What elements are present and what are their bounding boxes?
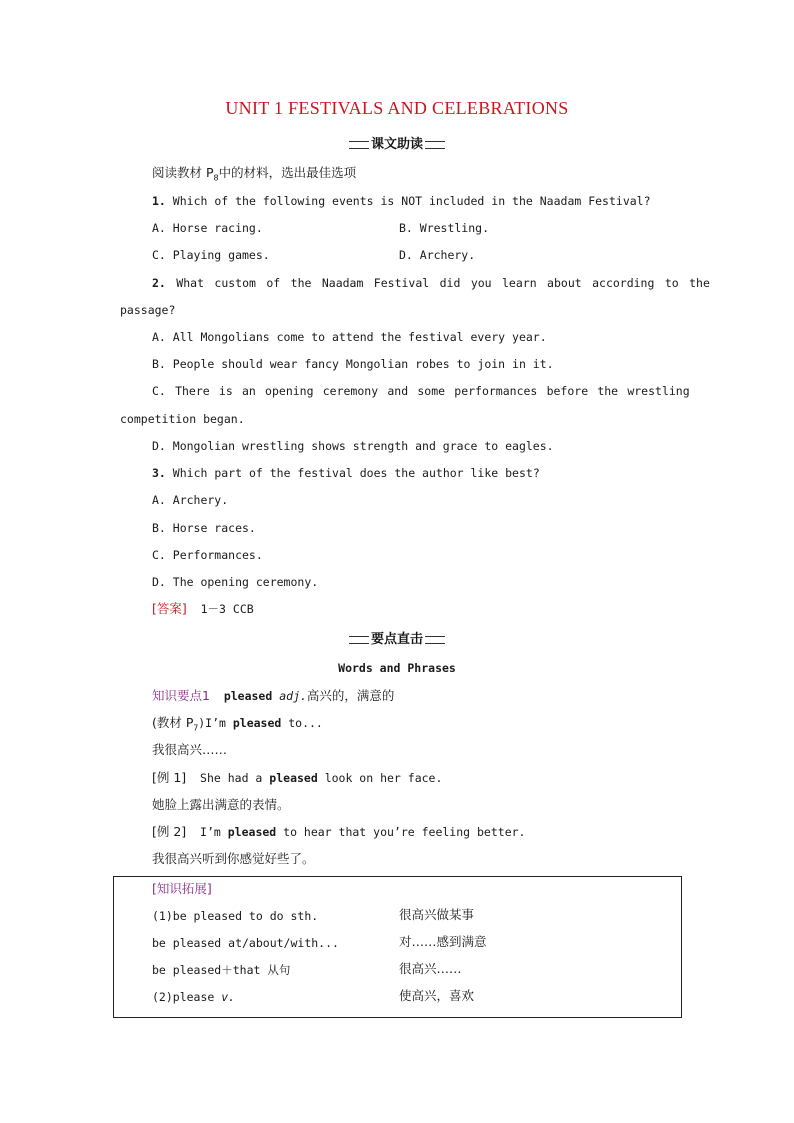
question-1: 1. Which of the following events is NOT included in the Naadam Festival? [152,194,651,208]
section-heading-label: 要点直击 [349,631,445,649]
example-2: [例 2] I’m pleased to hear that you’re feeling better. [152,824,526,839]
expansion-row-1-cn: 很高兴做某事 [399,907,475,922]
q2-option-c: C. There is an opening ceremony and some performances before the wrestling [152,384,690,398]
q2-option-d: D. Mongolian wrestling shows strength and grace to eagles. [152,439,554,453]
expansion-row-3-cn: 很高兴…… [399,961,462,976]
expansion-row-2-en: be pleased at/about/with... [152,936,339,950]
q1-option-a: A. Horse racing. [152,221,263,235]
question-2-continued: passage? [120,303,176,317]
expansion-row-2-cn: 对……感到满意 [399,934,487,949]
textbook-source-translation: 我很高兴…… [152,742,228,757]
answer-value: 1－3 CCB [200,602,254,616]
section-heading-reading [0,133,794,153]
words-phrases-heading: Words and Phrases [338,661,456,675]
q1-option-c: C. Playing games. [152,248,270,262]
q3-option-b: B. Horse races. [152,521,256,535]
answer-line [152,601,254,617]
expansion-label: [知识拓展] [152,881,212,896]
unit-title: UNIT 1 FESTIVALS AND CELEBRATIONS [225,98,569,118]
question-3: 3. Which part of the festival does the author like best? [152,466,540,480]
q2-option-b: B. People should wear fancy Mongolian robes to join in it. [152,357,554,371]
example-1-translation: 她脸上露出满意的表情。 [152,797,290,812]
expansion-row-4-cn: 使高兴，喜欢 [399,988,475,1003]
knowledge-point-1: 知识要点1 pleased adj.高兴的，满意的 [152,688,395,703]
q3-option-c: C. Performances. [152,548,263,562]
expansion-row-4-en: (2)please v. [152,990,236,1004]
q1-option-d: D. Archery. [399,248,476,262]
q2-option-a: A. All Mongolians come to attend the festival every year. [152,330,547,344]
point-label: 知识要点1 [152,688,210,703]
example-1: [例 1] She had a pleased look on her face. [152,770,443,785]
expansion-row-3-en: be pleased＋that 从句 [152,963,291,977]
textbook-source-line: (教材 $P_7)I’m$ pleased to... [152,715,323,733]
example-2-translation: 我很高兴听到你感觉好些了。 [152,851,315,866]
q2-option-c-continued: competition began. [120,412,245,426]
section-heading-label: 课文助读 [349,136,445,154]
q3-option-a: A. Archery. [152,493,229,507]
reading-instructions: 阅读教材 $P_8$中的材料，选出最佳选项 [152,165,357,183]
answer-label: [答案] [152,601,187,616]
section-heading-keypoints [0,628,794,648]
expansion-row-1-en: (1)be pleased to do sth. [152,909,319,923]
q3-option-d: D. The opening ceremony. [152,575,319,589]
question-2: 2. What custom of the Naadam Festival did you learn about according to the [152,276,710,290]
q1-option-b: B. Wrestling. [399,221,490,235]
